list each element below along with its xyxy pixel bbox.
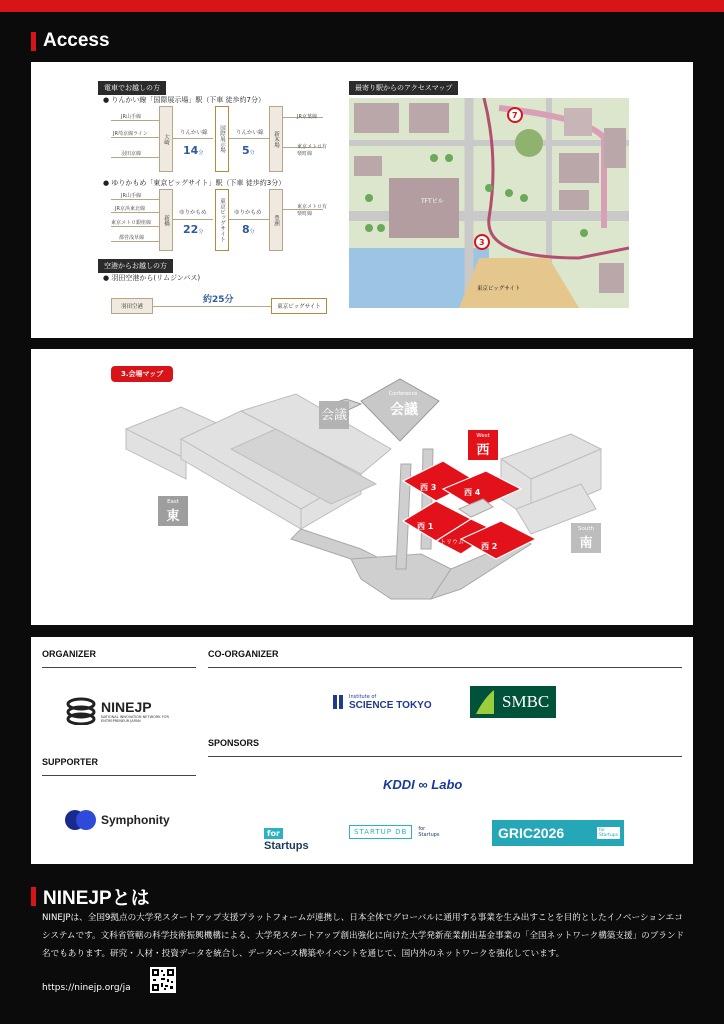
west-label-jp: 西 [476, 443, 490, 458]
east-label-jp: 東 [166, 509, 180, 524]
yuri-line-2: JR京浜東北線 [115, 206, 145, 212]
heading-marker [31, 887, 36, 906]
venue-map-panel [31, 349, 693, 625]
smbc-icon [474, 688, 496, 716]
access-map [349, 98, 629, 308]
airport-from-box: 羽田空港 [111, 298, 153, 314]
symphonity-logo-text: Symphonity [101, 813, 170, 827]
station-bigsight: 東京ビッグサイト [215, 189, 229, 251]
kddi-labo-logo: KDDI ∞ Labo [383, 777, 463, 792]
access-title: Access [43, 30, 110, 51]
map-building-label: TFTビル [421, 198, 444, 205]
west-label-en: West [476, 433, 490, 439]
ninejp-logo [66, 697, 176, 725]
yuri-minutes-1 [183, 223, 203, 236]
startup-db-for-text: for [418, 826, 426, 832]
rinkai-minutes-2 [242, 144, 255, 157]
station-shinkiba: 新木場 [269, 106, 283, 172]
station-osaki: 大崎 [159, 106, 173, 172]
hall-west-2: 西 2 [481, 542, 498, 551]
airport-minutes: 約25分 [203, 295, 234, 305]
smbc-text: SMBC [502, 692, 550, 711]
science-tokyo-icon [333, 693, 345, 711]
startup-db-startups-text: Startups [418, 832, 440, 838]
map-bigsight-label: 東京ビッグサイト [477, 286, 521, 292]
symphonity-logo [64, 809, 170, 831]
rinkai-line-1: JR山手線 [121, 114, 141, 120]
yuri-via-1: ゆりかもめ [179, 210, 207, 216]
startup-db-logo [349, 825, 440, 839]
qr-code-icon [152, 969, 174, 991]
airport-title: ● 羽田空港から(リムジンバス) [103, 274, 201, 282]
rinkai-line-2: JR埼京線ライン [113, 131, 148, 137]
gric-logo [492, 820, 624, 846]
rinkai-right-2: 東京メトロ有楽町線 [297, 144, 328, 157]
startup-db-for [418, 826, 439, 838]
yuri-min-1-value: 22 [183, 223, 199, 236]
access-panel [31, 62, 693, 338]
science-tokyo-logo [333, 693, 432, 711]
map-tag: 最寄り駅からのアクセスマップ [349, 81, 458, 95]
heading-marker [31, 32, 36, 51]
east-badge [158, 496, 188, 526]
about-heading [31, 883, 150, 910]
hall-west-4: 西 4 [464, 488, 481, 497]
science-tokyo-text: SCIENCE TOKYO [349, 699, 432, 711]
yuri-line-1: JR山手線 [121, 193, 141, 199]
conference-small-badge [319, 401, 349, 429]
conference-small-label: 会議 [320, 408, 347, 423]
gric-for [597, 827, 620, 839]
east-label-en: East [167, 499, 179, 505]
minutes-unit: 分 [249, 150, 255, 156]
west-badge [468, 430, 498, 460]
hall-west-3: 西 3 [420, 483, 437, 492]
gric-text: GRIC2026 [498, 825, 565, 841]
startup-db-text: STARTUP DB [349, 825, 412, 839]
yuri-line-4: 都営浅草線 [119, 235, 145, 241]
venue-floorplan [31, 349, 693, 625]
science-tokyo-small: Institute of [349, 693, 377, 700]
south-label-en: South [578, 526, 594, 532]
about-title: NINEJPとは [43, 888, 150, 909]
rinkai-right-1: JR京葉線 [297, 114, 317, 120]
symphonity-logo-icon [64, 809, 98, 831]
yuri-right-1: 東京メトロ有楽町線 [297, 204, 328, 217]
gric-for-text: for [598, 828, 606, 833]
coorganizer-label: CO-ORGANIZER [208, 649, 682, 668]
map-exit-3: 3 [479, 238, 485, 247]
rinkai-line-3: 羽田京線 [121, 151, 142, 157]
airport-tag: 空港からお越しの方 [98, 259, 173, 273]
sponsors-panel [31, 637, 693, 864]
station-toyosu: 豊洲 [269, 189, 283, 251]
access-heading [31, 30, 110, 52]
south-label-jp: 南 [579, 536, 593, 551]
minutes-unit: 分 [198, 150, 204, 156]
forstartups-logo [264, 821, 309, 852]
yuri-line-3: 東京メトロ銀座線 [111, 220, 152, 226]
rinkai-via-1: りんかい線 [180, 130, 208, 136]
supporter-label: SUPPORTER [42, 757, 196, 776]
station-kokusai-tenjijo: 国際展示場 [215, 106, 229, 172]
forstartups-name: Startups [264, 840, 309, 852]
hall-atrium: アトリウム [434, 539, 464, 546]
ninejp-logo-text: NINEJP [101, 699, 152, 715]
minutes-unit: 分 [249, 229, 255, 235]
ninejp-logo-icon [66, 697, 96, 725]
rinkai-via-2: りんかい線 [236, 130, 264, 136]
minutes-unit: 分 [198, 229, 204, 235]
qr-code[interactable] [150, 967, 176, 993]
south-badge [571, 523, 601, 553]
yuri-via-2: ゆりかもめ [234, 210, 262, 216]
train-tag: 電車でお越しの方 [98, 81, 166, 95]
ninejp-logo-sub: NATIONAL INNOVATION NETWORK FOR ENTREPRENEUR JAPAN [101, 715, 169, 723]
gric-startups-text: Startups [598, 833, 618, 838]
organizer-label: ORGANIZER [42, 649, 196, 668]
smbc-logo [470, 686, 556, 718]
yurikamome-title: ● ゆりかもめ「東京ビッグサイト」駅（下車 徒歩約3分） [103, 179, 286, 187]
hall-west-1: 西 1 [417, 522, 434, 531]
rinkai-min-1-value: 14 [183, 144, 199, 157]
sponsors-label: SPONSORS [208, 738, 682, 757]
rinkai-min-2-value: 5 [242, 144, 250, 157]
airport-to-box: 東京ビッグサイト [271, 298, 327, 314]
about-url[interactable]: https://ninejp.org/ja [42, 983, 131, 993]
yuri-min-2-value: 8 [242, 223, 250, 236]
about-body: NINEJPは、全国9拠点の大学発スタートアップ支援プラットフォームが連携し、日本全体でグローバルに通用する事業を生み出すことを目的としたイノベーションエコシステムです。文科省管轄の科学技術振興機構による、大学発スタートアップ創出強化に向けた大学発新産業創出基金事業の「全国ネットワーク構築支援」のブランド名でもあります。研究・人材・投資データを統合し、データベース構築やイベントを通じて、国内外のネットワークを強化しています。 [42, 913, 685, 959]
conference-label-jp: 会議 [390, 402, 418, 418]
map-exit-7: 7 [512, 111, 518, 120]
conference-label-en: Conference [388, 391, 418, 397]
top-accent-bar [0, 0, 724, 12]
venue-map-tag: 3.会場マップ [111, 366, 173, 382]
yuri-minutes-2 [242, 223, 255, 236]
station-shimbashi: 新橋 [159, 189, 173, 251]
rinkai-title: ● りんかい線「国際展示場」駅（下車 徒歩約7分） [103, 96, 266, 104]
forstartups-for: for [264, 828, 283, 839]
rinkai-minutes-1 [183, 144, 203, 157]
